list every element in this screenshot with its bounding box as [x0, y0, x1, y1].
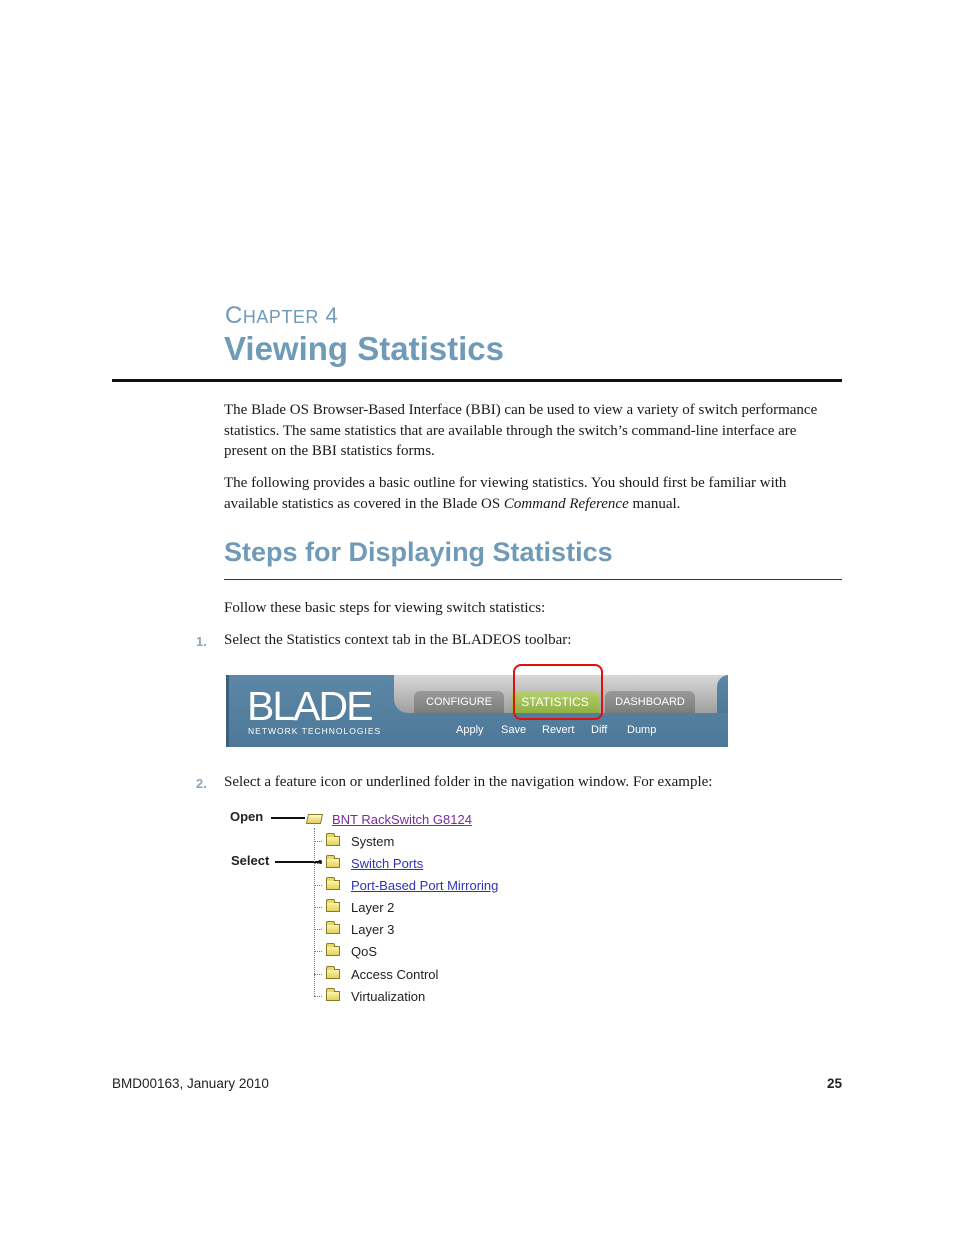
- tab-configure[interactable]: CONFIGURE: [414, 691, 504, 713]
- tree-root-link[interactable]: BNT RackSwitch G8124: [332, 811, 472, 827]
- folder-icon: [326, 858, 340, 868]
- revert-button[interactable]: Revert: [542, 724, 575, 736]
- switch-ports-link[interactable]: Switch Ports: [351, 855, 424, 871]
- tree-item-virtualization[interactable]: Virtualization: [314, 987, 425, 1005]
- port-mirroring-link[interactable]: Port-Based Port Mirroring: [351, 877, 499, 893]
- bladeos-toolbar: [226, 675, 728, 747]
- tree-item-layer-3[interactable]: Layer 3: [314, 920, 394, 938]
- folder-icon: [326, 924, 340, 934]
- step-2-number: 2.: [196, 776, 207, 791]
- folder-icon: [326, 991, 340, 1001]
- folder-open-icon: [306, 814, 323, 824]
- tab-dashboard[interactable]: DASHBOARD: [605, 691, 695, 713]
- select-callout-label: Select: [231, 853, 270, 868]
- diff-button[interactable]: Diff: [591, 724, 608, 736]
- footer-doc-id: BMD00163, January 2010: [112, 1076, 269, 1091]
- step-2-text: Select a feature icon or underlined folder in the navigation window. For example:: [224, 774, 713, 790]
- tree-item-port-mirroring[interactable]: [314, 876, 498, 894]
- tree-item-access-control[interactable]: Access Control: [314, 965, 438, 983]
- section-lead: Follow these basic steps for viewing switch statistics:: [224, 600, 546, 616]
- tree-item-qos[interactable]: QoS: [314, 942, 377, 960]
- blade-logo-subtitle: NETWORK TECHNOLOGIES: [248, 726, 382, 736]
- section-rule: [224, 579, 842, 580]
- footer-page-number: 25: [826, 1076, 842, 1091]
- open-callout-line: [271, 817, 305, 819]
- tree-item-layer-2[interactable]: Layer 2: [314, 898, 394, 916]
- dump-button[interactable]: Dump: [627, 724, 657, 736]
- blade-logo: BLADE: [247, 683, 372, 729]
- folder-icon: [326, 836, 340, 846]
- folder-icon: [326, 880, 340, 890]
- save-button[interactable]: Save: [501, 724, 527, 736]
- chapter-title: Viewing Statistics: [224, 330, 504, 367]
- section-heading: Steps for Displaying Statistics: [224, 537, 613, 567]
- navigation-tree: [228, 808, 548, 1008]
- tree-root[interactable]: [307, 810, 472, 828]
- chapter-label: CHAPTER 4: [225, 302, 339, 329]
- step-1-text: Select the Statistics context tab in the BLADEOS toolbar:: [224, 632, 572, 648]
- tree-item-switch-ports[interactable]: [314, 854, 423, 872]
- chapter-rule: [112, 379, 842, 382]
- intro-paragraph-2: The following provides a basic outline for viewing statistics. You should first be familiar with available statistics as covered in the Blade OS Command Reference manual.: [224, 475, 787, 512]
- open-callout-label: Open: [230, 809, 264, 824]
- apply-button[interactable]: Apply: [456, 724, 484, 736]
- statistics-highlight: [513, 664, 603, 720]
- folder-icon: [326, 902, 340, 912]
- folder-icon: [326, 969, 340, 979]
- tree-item-system[interactable]: System: [314, 832, 394, 850]
- folder-icon: [326, 946, 340, 956]
- step-1-number: 1.: [196, 634, 207, 649]
- tab-statistics[interactable]: STATISTICS: [511, 691, 599, 713]
- intro-paragraph-1: The Blade OS Browser-Based Interface (BBI) can be used to view a variety of switch performance statistics. The same statistics that are available through the switch’s command-line interface are present on the BBI statistics forms.: [224, 402, 818, 459]
